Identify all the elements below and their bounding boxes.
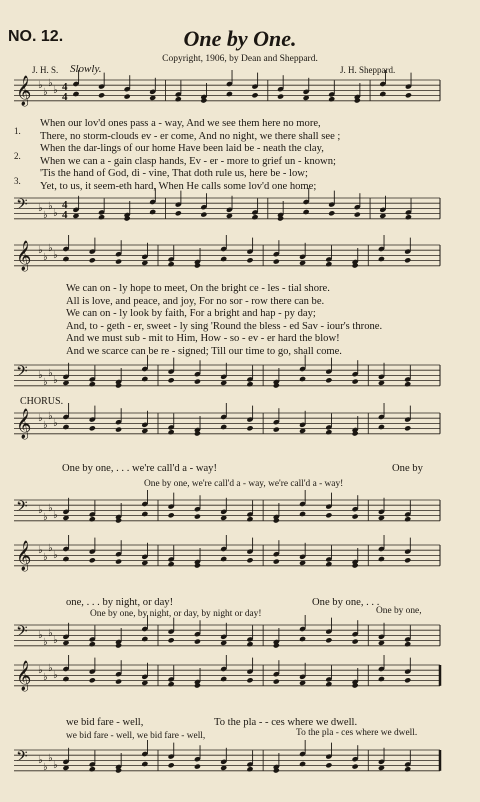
note-head [89, 557, 96, 563]
note-head [89, 425, 96, 431]
note-head [246, 766, 253, 772]
lyric-line: And we scarce can be re - signed; Till our time to go, shall come. [66, 346, 342, 357]
note-head [175, 96, 182, 102]
flat-sign: ♭ [43, 552, 48, 563]
note-head [378, 256, 385, 262]
note-head [115, 259, 122, 265]
chorus-label: CHORUS. [20, 396, 64, 407]
flat-sign: ♭ [38, 80, 43, 91]
note-head [378, 556, 385, 562]
note-head [149, 209, 156, 215]
treble-clef: 𝄞 [16, 241, 32, 271]
note-head [194, 639, 201, 645]
note-head [273, 259, 280, 265]
note-head [404, 557, 411, 563]
note-head [405, 214, 412, 220]
flat-sign: ♭ [43, 420, 48, 431]
lyric-line: We can on - ly look by faith, For a bright and hap - py day; [66, 308, 316, 319]
note-head [89, 516, 96, 522]
note-head [220, 556, 227, 562]
tempo-marking: Slowly. [70, 63, 102, 75]
copyright-line: Copyright, 1906, by Dean and Sheppard. [162, 54, 318, 64]
note-head [325, 429, 332, 435]
note-head [325, 512, 332, 518]
note-head [404, 425, 411, 431]
flat-sign: ♭ [43, 377, 48, 388]
bass-clef: 𝄢 [16, 498, 28, 519]
treble-clef: 𝄞 [16, 409, 32, 439]
note-head [124, 94, 131, 100]
note-head [246, 677, 253, 683]
note-head [220, 424, 227, 430]
chorus-lyric: One by one, by night, or day, by night or day! [90, 609, 262, 619]
note-head [72, 91, 79, 97]
note-head [62, 424, 69, 430]
note-head [273, 559, 280, 565]
treble-clef: 𝄞 [16, 661, 32, 691]
flat-sign: ♭ [48, 628, 53, 639]
lyric-line: When the dar-lings of our home Have been laid be - neath the clay, [40, 143, 324, 154]
flat-sign: ♭ [53, 510, 58, 521]
lyric-line: And we must sub - mit to Him, How - so - ev - er hard the blow! [66, 333, 340, 344]
note-head [226, 91, 233, 97]
flat-sign: ♭ [38, 505, 43, 516]
note-head [404, 677, 411, 683]
note-head [299, 511, 306, 517]
lyric-line: When our lov'd ones pass a - way, And we see them here no more, [40, 118, 321, 129]
note-head [89, 677, 96, 683]
flat-sign: ♭ [43, 87, 48, 98]
note-head [352, 764, 359, 770]
verse-number: 2. [14, 151, 21, 161]
note-head [62, 556, 69, 562]
note-head [89, 766, 96, 772]
note-head [378, 424, 385, 430]
note-head [141, 636, 148, 642]
chorus-lyric: One by one, . . . [312, 597, 380, 608]
flat-sign: ♭ [48, 201, 53, 212]
note-head [352, 639, 359, 645]
note-head [352, 379, 359, 385]
flat-sign: ♭ [48, 368, 53, 379]
flat-sign: ♭ [48, 411, 53, 422]
note-head [200, 212, 207, 218]
note-head [141, 511, 148, 517]
note-head [194, 514, 201, 520]
note-head [168, 261, 175, 267]
flat-sign: ♭ [53, 760, 58, 771]
treble-clef: 𝄞 [16, 541, 32, 571]
chorus-lyric: One by [392, 463, 423, 474]
flat-sign: ♭ [43, 512, 48, 523]
note-head [352, 514, 359, 520]
note-head [194, 379, 201, 385]
note-head [405, 92, 412, 98]
flat-sign: ♭ [43, 762, 48, 773]
flat-sign: ♭ [53, 550, 58, 561]
note-head [325, 561, 332, 567]
note-head [404, 766, 411, 772]
bass-clef: 𝄢 [16, 623, 28, 644]
note-head [404, 257, 411, 263]
note-head [168, 681, 175, 687]
note-head [246, 641, 253, 647]
note-head [273, 427, 280, 433]
note-head [168, 512, 175, 518]
note-head [62, 256, 69, 262]
hymn-number: NO. 12. [8, 28, 64, 45]
flat-sign: ♭ [43, 252, 48, 263]
note-head [115, 679, 122, 685]
bass-clef: 𝄢 [16, 748, 28, 769]
flat-sign: ♭ [53, 670, 58, 681]
bass-clef: 𝄢 [16, 196, 28, 217]
note-head [246, 257, 253, 263]
note-head [378, 676, 385, 682]
time-signature: 4 [62, 81, 68, 93]
note-head [404, 381, 411, 387]
note-head [303, 209, 310, 215]
note-head [354, 212, 361, 218]
note-head [168, 377, 175, 383]
flat-sign: ♭ [48, 543, 53, 554]
flat-sign: ♭ [38, 755, 43, 766]
verse-number: 1. [14, 126, 21, 136]
note-head [98, 92, 105, 98]
flat-sign: ♭ [38, 630, 43, 641]
note-head [246, 381, 253, 387]
flat-sign: ♭ [48, 753, 53, 764]
flat-sign: ♭ [38, 413, 43, 424]
flat-sign: ♭ [38, 545, 43, 556]
flat-sign: ♭ [53, 250, 58, 261]
note-head [89, 641, 96, 647]
note-head [168, 561, 175, 567]
note-head [325, 261, 332, 267]
note-head [277, 94, 284, 100]
flat-sign: ♭ [53, 635, 58, 646]
chorus-lyric: To the pla - ces where we dwell. [296, 728, 418, 738]
flat-sign: ♭ [53, 418, 58, 429]
note-head [404, 641, 411, 647]
time-signature: 4 [62, 209, 68, 221]
flat-sign: ♭ [38, 665, 43, 676]
note-head [194, 764, 201, 770]
flat-sign: ♭ [48, 503, 53, 514]
chorus-lyric: One by one, we're call'd a - way, we're call'd a - way! [144, 479, 344, 489]
note-head [299, 636, 306, 642]
flat-sign: ♭ [38, 370, 43, 381]
note-head [89, 257, 96, 263]
note-head [115, 559, 122, 565]
note-head [168, 762, 175, 768]
note-head [246, 557, 253, 563]
composer-credit: J. H. Sheppard. [340, 65, 396, 75]
note-head [299, 761, 306, 767]
note-head [220, 676, 227, 682]
flat-sign: ♭ [48, 663, 53, 674]
lyric-line: When we can a - gain clasp hands, Ev - er - more to grief un - known; [40, 156, 336, 167]
note-head [251, 92, 258, 98]
flat-sign: ♭ [48, 243, 53, 254]
note-head [325, 681, 332, 687]
chorus-lyric: we bid fare - well, we bid fare - well, [66, 731, 206, 741]
note-head [141, 376, 148, 382]
flat-sign: ♭ [53, 208, 58, 219]
note-head [299, 376, 306, 382]
chorus-lyric: To the pla - - ces where we dwell. [214, 717, 358, 728]
lyric-line: All is love, and peace, and joy, For no sor - row there can be. [66, 296, 325, 307]
note-head [273, 679, 280, 685]
note-head [89, 381, 96, 387]
treble-clef: 𝄞 [16, 76, 32, 106]
flat-sign: ♭ [48, 78, 53, 89]
chorus-lyric: One by one, [376, 606, 422, 616]
note-head [404, 516, 411, 522]
note-head [168, 637, 175, 643]
lyric-line: There, no storm-clouds ev - er come, And no night, we there shall see ; [40, 131, 341, 142]
flat-sign: ♭ [38, 245, 43, 256]
flat-sign: ♭ [43, 637, 48, 648]
note-head [141, 761, 148, 767]
author-credit: J. H. S. [32, 65, 59, 75]
lyric-line: And, to - geth - er, sweet - ly sing 'Round the bless - ed Sav - iour's throne. [66, 321, 383, 332]
chorus-lyric: One by one, . . . we're call'd a - way! [62, 463, 218, 474]
note-head [168, 429, 175, 435]
note-head [175, 210, 182, 216]
note-head [115, 427, 122, 433]
note-head [328, 210, 335, 216]
note-head [251, 214, 258, 220]
note-head [246, 516, 253, 522]
note-head [246, 425, 253, 431]
verse-number: 3. [14, 176, 21, 186]
note-head [98, 214, 105, 220]
flat-sign: ♭ [53, 85, 58, 96]
chorus-lyric: we bid fare - well, [66, 717, 144, 728]
note-head [325, 377, 332, 383]
note-head [328, 96, 335, 102]
bass-clef: 𝄢 [16, 363, 28, 384]
chorus-lyric: one, . . . by night, or day! [66, 597, 174, 608]
flat-sign: ♭ [53, 375, 58, 386]
lyric-line: We can on - ly hope to meet, On the bright ce - les - tial shore. [66, 283, 330, 294]
flat-sign: ♭ [43, 672, 48, 683]
flat-sign: ♭ [38, 203, 43, 214]
time-signature: 4 [62, 91, 68, 103]
time-signature: 4 [62, 199, 68, 211]
note-head [325, 637, 332, 643]
flat-sign: ♭ [43, 210, 48, 221]
lyric-line: 'Tis the hand of God, di - vine, That doth rule us, here be - low; [40, 168, 308, 179]
note-head [325, 762, 332, 768]
note-head [220, 256, 227, 262]
note-head [379, 91, 386, 97]
hymn-title: One by One. [183, 26, 297, 51]
lyric-line: Yet, to us, it seem-eth hard, When He calls some lov'd one home; [40, 181, 317, 192]
note-head [62, 676, 69, 682]
